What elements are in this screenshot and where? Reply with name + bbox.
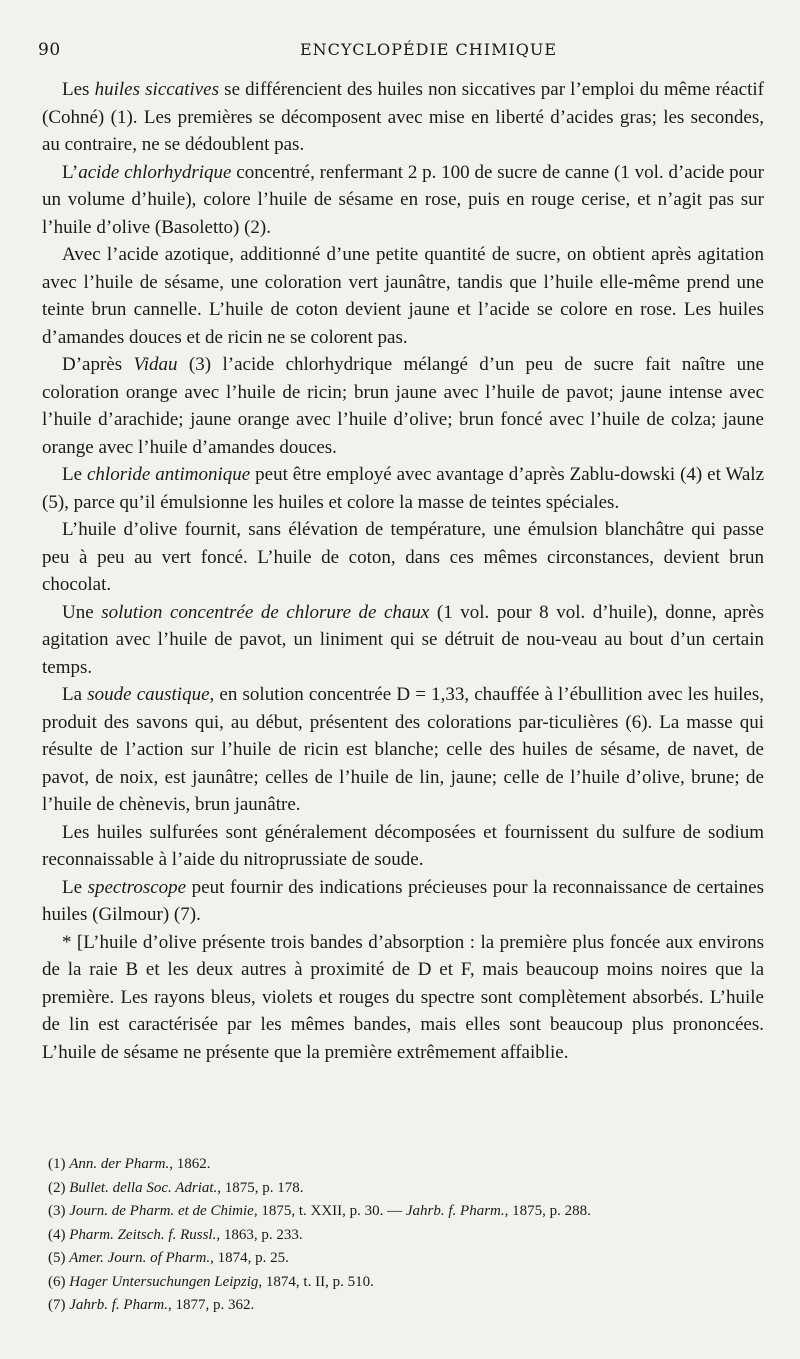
footnote: (5) Amer. Journ. of Pharm., 1874, p. 25. xyxy=(48,1250,289,1266)
running-title: ENCYCLOPÉDIE CHIMIQUE xyxy=(300,40,558,59)
footnote: (1) Ann. der Pharm., 1862. xyxy=(48,1156,211,1172)
paragraph: Les huiles siccatives se différencient des huiles non siccatives par l’emploi du même réactif (Cohné) (1). Les premières se décomposent avec mise en liberté d’acides gras; les secondes, au contraire, ne se dédoublent pas. xyxy=(42,79,764,155)
paragraph: La soude caustique, en solution concentrée D = 1,33, chauffée à l’ébullition avec les huiles, produit des savons qui, au début, présentent des colorations par-ticulières (6). La masse qui résulte de l’action sur l’huile de ricin est blanche; celle des huiles de sésame, de navet, de pavot, de noix, est jaunâtre; celles de l’huile de lin, jaune; celle de l’huile d’olive, brune; de l’huile de chènevis, brun jaunâtre. xyxy=(42,684,764,815)
paragraph: Le spectroscope peut fournir des indications précieuses pour la reconnaissance de certaines huiles (Gilmour) (7). xyxy=(42,876,764,925)
footnote: (6) Hager Untersuchungen Leipzig, 1874, t. II, p. 510. xyxy=(48,1273,374,1290)
footnote: (4) Pharm. Zeitsch. f. Russl., 1863, p. 233. xyxy=(48,1226,303,1243)
paragraph: * [L’huile d’olive présente trois bandes d’absorption : la première plus foncée aux environs de la raie B et les deux autres à proximité de D et F, mais beaucoup moins noires que la première. Les rayons bleus, violets et rouges du spectre sont complètement absorbés. L’huile de lin est caractérisée par les mêmes bandes, mais elles sont beaucoup plus prononcées. L’huile de sésame ne présente que la première extrêmement affaiblie. xyxy=(42,931,764,1063)
footnote: (3) Journ. de Pharm. et de Chimie, 1875, t. XXII, p. 30. — Jahrb. f. Pharm., 1875, p. 288. xyxy=(48,1203,591,1219)
page-header xyxy=(38,40,778,70)
paragraph: D’après Vidau (3) l’acide chlorhydrique mélangé d’un peu de sucre fait naître une coloration orange avec l’huile de ricin; brun jaune avec l’huile de pavot; jaune intense avec l’huile d’arachide; jaune orange avec l’huile d’olive; brun foncé avec l’huile de colza; jaune orange avec l’huile d’amandes douces. xyxy=(42,354,764,458)
footnote: (7) Jahrb. f. Pharm., 1877, p. 362. xyxy=(48,1297,255,1313)
paragraph: Avec l’acide azotique, additionné d’une petite quantité de sucre, on obtient après agitation avec l’huile de sésame, une coloration vert jaunâtre, tandis que l’huile elle-même prend une teinte brun cannelle. L’huile de coton devient jaune et l’acide se colore en rose. Les huiles d’amandes douces et de ricin ne se colorent pas. xyxy=(42,244,764,348)
paragraph: Une solution concentrée de chlorure de chaux (1 vol. pour 8 vol. d’huile), donne, après agitation avec l’huile de pavot, un liniment qui se détruit de nou-veau au bout d’un certain temps. xyxy=(42,601,764,678)
page-number: 90 xyxy=(38,40,61,60)
footnotes xyxy=(48,1153,768,1318)
footnote: (2) Bullet. della Soc. Adriat., 1875, p. 178. xyxy=(48,1179,304,1196)
body-text xyxy=(42,76,764,1066)
paragraph: L’huile d’olive fournit, sans élévation de température, une émulsion blanchâtre qui passe peu à peu au vert foncé. L’huile de coton, dans ces mêmes circonstances, devient brun chocolat. xyxy=(42,519,764,595)
paragraph: Les huiles sulfurées sont généralement décomposées et fournissent du sulfure de sodium reconnaissable à l’aide du nitroprussiate de soude. xyxy=(42,821,764,870)
paragraph: L’acide chlorhydrique concentré, renfermant 2 p. 100 de sucre de canne (1 vol. d’acide pour un volume d’huile), colore l’huile de sésame en rose, puis en rouge cerise, et n’agit pas sur l’huile d’olive (Basoletto) (2). xyxy=(42,161,764,238)
paragraph: Le chloride antimonique peut être employé avec avantage d’après Zablu-dowski (4) et Walz (5), parce qu’il émulsionne les huiles et colore la masse de teintes spéciales. xyxy=(42,464,765,513)
